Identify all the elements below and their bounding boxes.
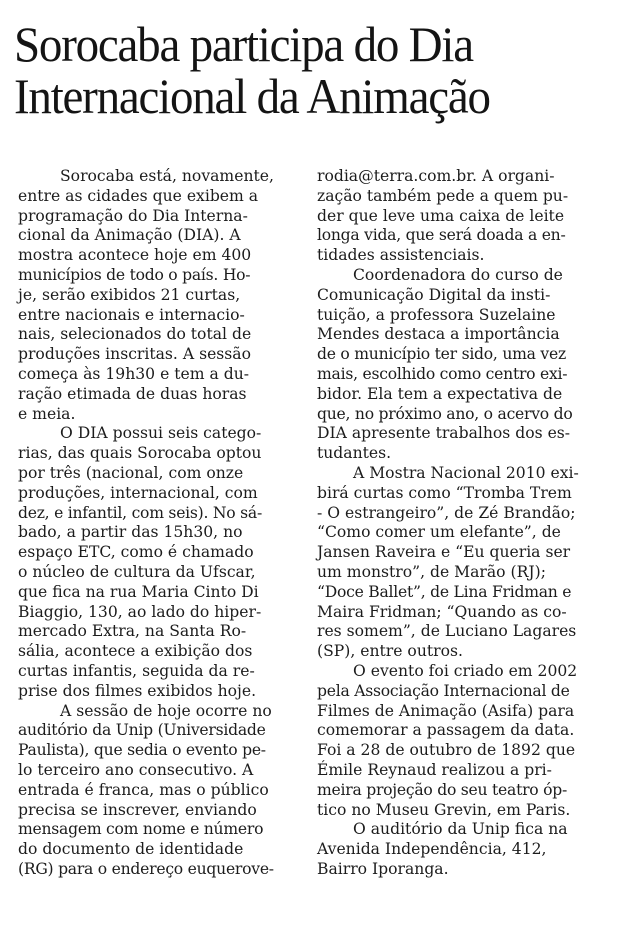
text-line: bado, a partir das 15h30, no: [18, 523, 243, 542]
text-line: Biaggio, 130, ao lado do hiper-: [18, 602, 262, 621]
text-line: der que leve uma caixa de leite: [317, 206, 565, 225]
text-line: curtas infantis, seguida da re-: [18, 661, 255, 680]
text-line: meira projeção do seu teatro óp-: [317, 780, 568, 799]
text-line: birá curtas como “Tromba Trem: [317, 483, 572, 502]
text-line: “Doce Ballet”, de Lina Fridman e: [317, 582, 572, 601]
text-line: Foi a 28 de outubro de 1892 que: [317, 741, 576, 760]
text-line: Avenida Independência, 412,: [317, 840, 547, 859]
text-line: de o município ter sido, uma vez: [317, 345, 566, 364]
text-line: O DIA possui seis catego-: [60, 424, 262, 443]
text-line: Coordenadora do curso de: [353, 265, 563, 284]
text-line: O evento foi criado em 2002: [353, 661, 578, 680]
text-line: Sorocaba está, novamente,: [60, 167, 274, 185]
text-line: Filmes de Animação (Asifa) para: [317, 701, 575, 720]
text-line: Bairro Iporanga.: [317, 859, 449, 878]
text-line: o núcleo de cultura da Ufscar,: [18, 562, 256, 581]
text-line: (RG) para o endereço euquerove-: [18, 859, 274, 878]
text-line: tidades assistenciais.: [317, 246, 485, 265]
text-line: cional da Animação (DIA). A: [18, 226, 241, 245]
text-line: bidor. Ela tem a expectativa de: [317, 384, 563, 403]
text-line: tudantes.: [317, 444, 392, 463]
text-line: que, no próximo ano, o acervo do: [317, 404, 573, 423]
headline-line-2: Internacional da Animação: [14, 68, 490, 124]
text-line: do documento de identidade: [18, 840, 244, 859]
text-line: ração etimada de duas horas: [18, 384, 247, 403]
text-line: Jansen Raveira e “Eu queria ser: [317, 543, 571, 562]
text-line: dez, e infantil, com seis). No sá-: [18, 503, 262, 522]
text-line: Maira Fridman; “Quando as co-: [317, 602, 567, 621]
text-line: tico no Museu Grevin, em Paris.: [317, 800, 571, 819]
text-line: entre as cidades que exibem a: [18, 186, 259, 205]
text-line: comemorar a passagem da data.: [317, 721, 575, 740]
text-line: (SP), entre outros.: [317, 642, 463, 661]
article-column-right: [317, 167, 605, 880]
text-line: “Como comer um elefante”, de: [317, 523, 561, 542]
text-line: produções, internacional, com: [18, 483, 258, 502]
text-line: por três (nacional, com onze: [18, 463, 244, 482]
text-line: mensagem com nome e número: [18, 820, 264, 839]
text-line: prise dos filmes exibidos hoje.: [18, 681, 257, 700]
text-line: que fica na rua Maria Cinto Di: [18, 582, 259, 601]
text-line: - O estrangeiro”, de Zé Brandão;: [317, 503, 576, 522]
text-line: res somem”, de Luciano Lagares: [317, 622, 577, 641]
text-line: zação também pede a quem pu-: [317, 186, 569, 205]
text-line: je, serão exibidos 21 curtas,: [18, 285, 241, 304]
text-line: produções inscritas. A sessão: [18, 345, 251, 364]
text-line: mercado Extra, na Santa Ro-: [18, 622, 247, 641]
text-line: auditório da Unip (Universidade: [18, 721, 266, 740]
text-line: tuição, a professora Suzelaine: [317, 305, 556, 324]
text-line: espaço ETC, como é chamado: [18, 543, 254, 562]
article-column-left: [18, 167, 295, 880]
text-line: rias, das quais Sorocaba optou: [18, 444, 262, 463]
text-line: precisa se inscrever, enviando: [18, 800, 257, 819]
text-line: longa vida, que será doada a en-: [317, 226, 566, 245]
text-line: Paulista), que sedia o evento pe-: [18, 741, 266, 760]
text-line: entre nacionais e internacio-: [18, 305, 245, 324]
text-line: mais, escolhido como centro exi-: [317, 364, 568, 383]
text-line: A sessão de hoje ocorre no: [60, 701, 272, 720]
text-line: pela Associação Internacional de: [317, 681, 570, 700]
headline-line-1: Sorocaba participa do Dia: [14, 16, 473, 72]
text-line: e meia.: [18, 404, 76, 423]
text-line: O auditório da Unip fica na: [353, 820, 568, 839]
headline: [14, 18, 578, 122]
text-line: um monstro”, de Marão (RJ);: [317, 562, 546, 581]
text-line: municípios de todo o país. Ho-: [18, 265, 251, 284]
text-line: A Mostra Nacional 2010 exi-: [353, 463, 579, 482]
text-line: rodia@terra.com.br. A organi-: [317, 167, 555, 185]
text-line: DIA apresente trabalhos dos es-: [317, 424, 571, 443]
text-line: entrada é franca, mas o público: [18, 780, 269, 799]
text-line: lo terceiro ano consecutivo. A: [18, 760, 254, 779]
text-line: mostra acontece hoje em 400: [18, 246, 252, 265]
text-line: sália, acontece a exibição dos: [18, 642, 253, 661]
text-line: Comunicação Digital da insti-: [317, 285, 551, 304]
text-line: nais, selecionados do total de: [18, 325, 252, 344]
text-line: programação do Dia Interna-: [18, 206, 248, 225]
text-line: começa às 19h30 e tem a du-: [18, 364, 250, 383]
text-line: Émile Reynaud realizou a pri-: [317, 760, 552, 779]
text-line: Mendes destaca a importância: [317, 325, 560, 344]
